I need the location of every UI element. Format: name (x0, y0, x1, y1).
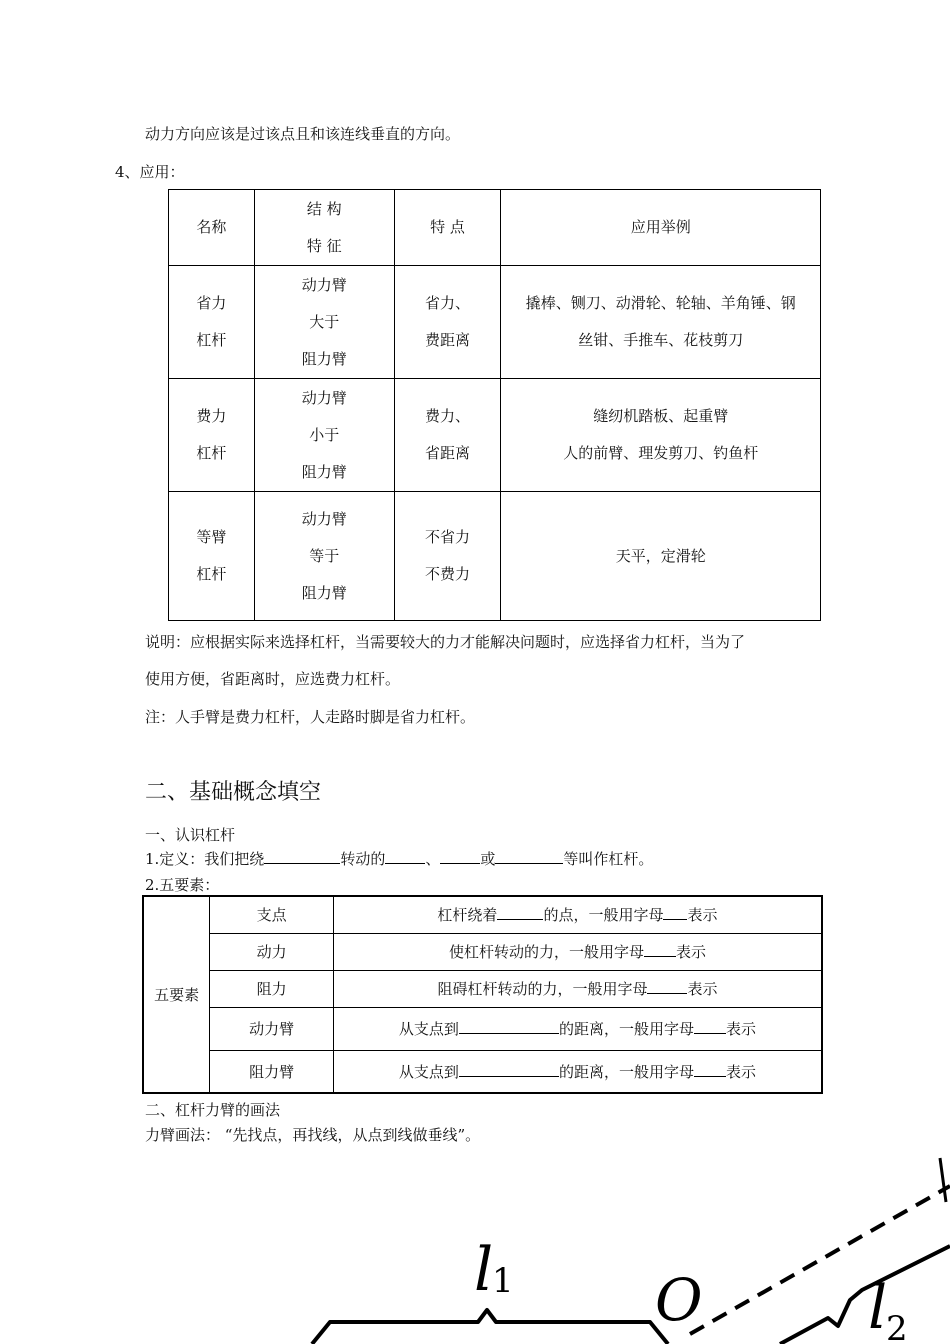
element-name: 支点 (210, 896, 334, 933)
table-row (143, 1007, 822, 1050)
application-heading: 4、应用： (115, 163, 185, 181)
label-fulcrum-o: O (655, 1266, 703, 1334)
table-row (169, 492, 821, 621)
table-row (169, 266, 821, 379)
force-line-edge (940, 1158, 946, 1202)
row-examples: 撬棒、铡刀、动滑轮、轮轴、羊角锤、钢 丝钳、手推车、花枝剪刀 (501, 266, 821, 379)
table-row (143, 896, 822, 933)
table-row (143, 933, 822, 970)
row-feature: 费力、 省距离 (394, 379, 501, 492)
blank-field[interactable] (495, 849, 563, 864)
table-row (143, 970, 822, 1007)
element-name: 动力 (210, 933, 334, 970)
row-examples: 缝纫机踏板、起重臂 人的前臂、理发剪刀、钓鱼杆 (501, 379, 821, 492)
blank-field[interactable] (264, 849, 340, 864)
table-header-row (169, 190, 821, 266)
note-2: 注：人手臂是费力杠杆，人走路时脚是省力杠杆。 (145, 708, 476, 726)
row-examples: 天平，定滑轮 (501, 492, 821, 621)
blank-field[interactable] (694, 1062, 726, 1077)
blank-field[interactable] (644, 942, 676, 957)
header-name: 名称 (169, 190, 255, 266)
header-feature: 特 点 (394, 190, 501, 266)
table-row (169, 379, 821, 492)
dashed-extension-line (690, 1186, 950, 1334)
row-structure: 动力臂 等于 阻力臂 (254, 492, 394, 621)
element-name: 动力臂 (210, 1007, 334, 1050)
header-structure: 结 构 特 征 (254, 190, 394, 266)
l1-bracket (312, 1310, 668, 1344)
header-examples: 应用举例 (501, 190, 821, 266)
element-name: 阻力 (210, 970, 334, 1007)
note-1b: 使用方便，省距离时，应选费力杠杆。 (145, 670, 401, 688)
lever-arm-diagram (0, 1150, 950, 1344)
row-name: 费力 杠杆 (169, 379, 255, 492)
element-desc: 杠杆绕着 的点，一般用字母 表示 (333, 896, 822, 933)
element-desc: 阻碍杠杆转动的力，一般用字母 表示 (333, 970, 822, 1007)
element-desc: 从支点到 的距离，一般用字母 表示 (333, 1007, 822, 1050)
row-feature: 不省力 不费力 (394, 492, 501, 621)
label-l1-subscript: 1 (492, 1261, 514, 1301)
blank-field[interactable] (694, 1019, 726, 1034)
blank-field[interactable] (663, 905, 687, 920)
blank-field[interactable] (459, 1062, 559, 1077)
five-elements-label: 2.五要素： (145, 876, 220, 894)
subheading-arm-drawing: 二、杠杆力臂的画法 (145, 1101, 281, 1119)
definition-line: 1.定义：我们把绕 转动的 、 或 等叫作杠杆。 (145, 850, 654, 868)
l2-bracket (780, 1246, 950, 1344)
note-1a: 说明：应根据实际来选择杠杆，当需要较大的力才能解决问题时，应选择省力杠杆，当为了 (145, 633, 746, 651)
element-desc: 从支点到 的距离，一般用字母 表示 (333, 1050, 822, 1093)
label-l2-subscript: 2 (886, 1309, 908, 1344)
group-label: 五要素 (143, 896, 210, 1093)
blank-field[interactable] (385, 849, 425, 864)
element-desc: 使杠杆转动的力，一般用字母 表示 (333, 933, 822, 970)
blank-field[interactable] (647, 979, 687, 994)
label-l2: l (868, 1273, 888, 1343)
subheading-know-lever: 一、认识杠杆 (145, 826, 236, 844)
element-name: 阻力臂 (210, 1050, 334, 1093)
row-name: 省力 杠杆 (169, 266, 255, 379)
lever-types-table (168, 189, 821, 621)
blank-field[interactable] (440, 849, 480, 864)
row-structure: 动力臂 小于 阻力臂 (254, 379, 394, 492)
blank-field[interactable] (459, 1019, 559, 1034)
five-elements-table (142, 895, 823, 1094)
row-feature: 省力、 费距离 (394, 266, 501, 379)
row-structure: 动力臂 大于 阻力臂 (254, 266, 394, 379)
arm-drawing-method: 力臂画法： “先找点，再找线，从点到线做垂线”。 (145, 1126, 481, 1144)
section-title: 二、基础概念填空 (145, 780, 322, 805)
table-row (143, 1050, 822, 1093)
intro-line: 动力方向应该是过该点且和该连线垂直的方向。 (145, 125, 461, 143)
blank-field[interactable] (497, 905, 543, 920)
row-name: 等臂 杠杆 (169, 492, 255, 621)
label-l1: l (474, 1235, 494, 1305)
